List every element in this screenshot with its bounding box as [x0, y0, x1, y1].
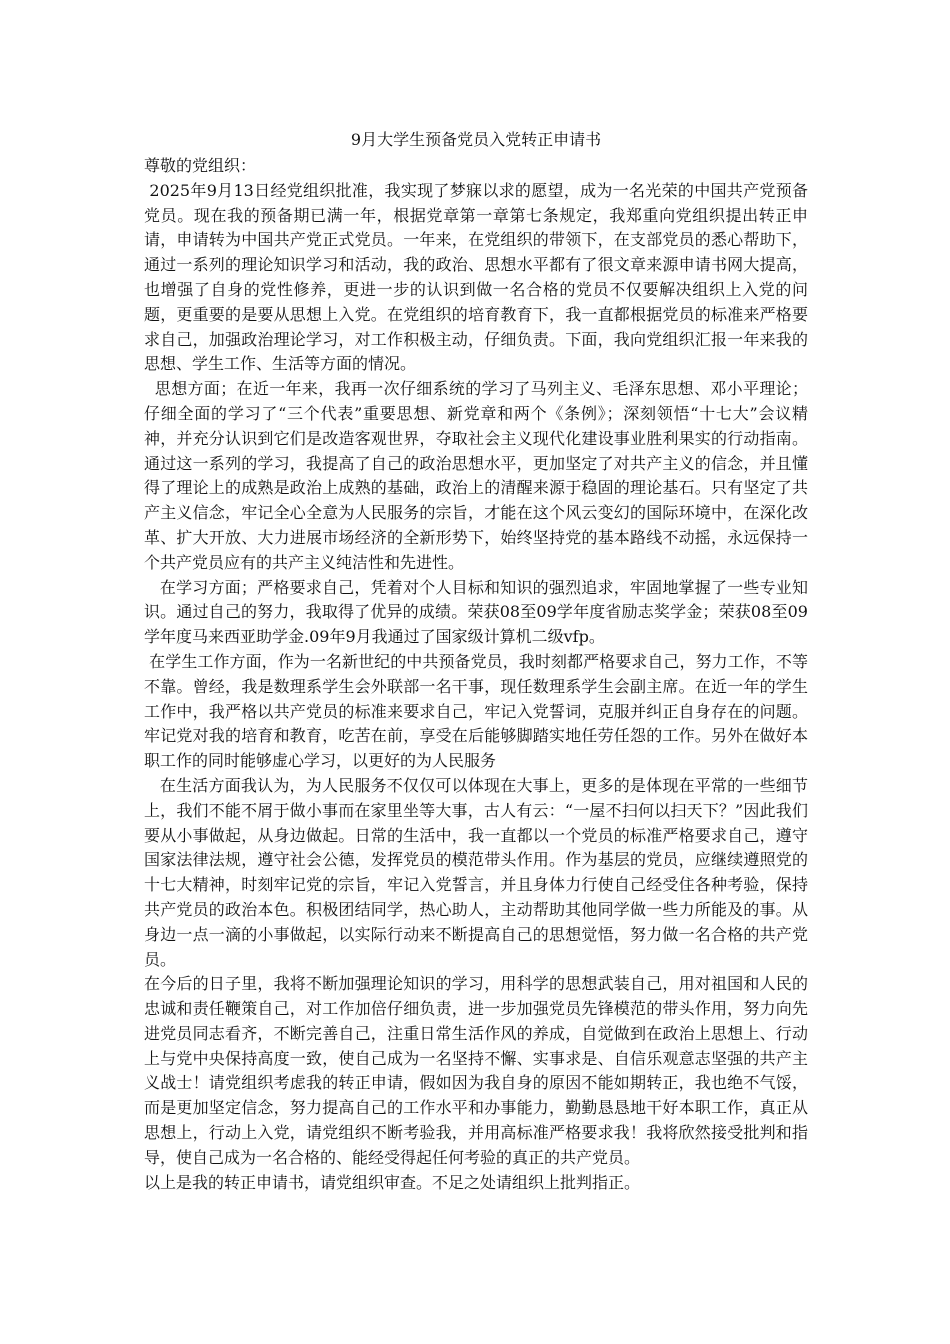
paragraph-student-work: 在学生工作方面，作为一名新世纪的中共预备党员，我时刻都严格要求自己，努力工作，不等不靠。曾经，我是数理系学生会外联部一名干事，现任数理系学生会副主席。在近一年的学生工作中，我严格以共产党员的标准来要求自己，牢记入党誓词，克服并纠正自身存在的问题。牢记党对我的培育和教育，吃苦在前，享受在后能够脚踏实地任劳任怨的工作。另外在做好本职工作的同时能够虚心学习，以更好的为人民服务 [144, 651, 808, 771]
paragraph-closing: 以上是我的转正申请书，请党组织审查。不足之处请组织上批判指正。 [144, 1172, 641, 1192]
paragraph-life: 在生活方面我认为，为人民服务不仅仅可以体现在大事上，更多的是体现在平常的一些细节上，我们不能不屑于做小事而在家里坐等大事，古人有云：“一屋不扫何以扫天下？”因此我们要从小事做起，从身边做起。日常的生活中，我一直都以一个党员的标准严格要求自己，遵守国家法律法规，遵守社会公德，发挥党员的模范带头作用。作为基层的党员，应继续遵照党的十七大精神，时刻牢记党的宗旨，牢记入党誓言，并且身体力行使自己经受住各种考验，保持共产党员的政治本色。积极团结同学，热心助人，主动帮助其他同学做一些力所能及的事。从身边一点一滴的小事做起，以实际行动来不断提高自己的思想觉悟，努力做一名合格的共产党员。 [144, 775, 808, 969]
paragraph-thought: 思想方面；在近一年来，我再一次仔细系统的学习了马列主义、毛泽东思想、邓小平理论；仔细全面的学习了“三个代表”重要思想、新党章和两个《条例》；深刻领悟“十七大”会议精神，并充分认识到它们是改造客观世界，夺取社会主义现代化建设事业胜利果实的行动指南。通过这一系列的学习，我提高了自己的政治思想水平，更加坚定了对共产主义的信念，并且懂得了理论上的成熟是政治上成熟的基础，政治上的清醒来源于稳固的理论基石。只有坚定了共产主义信念，牢记全心全意为人民服务的宗旨，才能在这个风云变幻的国际环境中，在深化改革、扩大开放、大力进展市场经济的全新形势下，始终坚持党的基本路线不动摇，永远保持一个共产党员应有的共产主义纯洁性和先进性。 [144, 379, 808, 572]
paragraph-future: 在今后的日子里，我将不断加强理论知识的学习，用科学的思想武装自己，用对祖国和人民的忠诚和责任鞭策自己，对工作加倍仔细负责，进一步加强党员先锋模范的带头作用，努力向先进党员同志看齐，不断完善自己，注重日常生活作风的养成，自觉做到在政治上思想上、行动上与党中央保持高度一致，使自己成为一名坚持不懈、实事求是、自信乐观意志坚强的共产主义战士！请党组织考虑我的转正申请，假如因为我自身的原因不能如期转正，我也绝不气馁，而是更加坚定信念，努力提高自己的工作水平和办事能力，勤勤恳恳地干好本职工作，真正从思想上，行动上入党，请党组织不断考验我，并用高标准严格要求我！我将欣然接受批判和指导，使自己成为一名合格的、能经受得起任何考验的真正的共产党员。 [144, 974, 808, 1167]
salutation: 尊敬的党组织： [144, 156, 257, 175]
document-title: 9月大学生预备党员入党转正申请书 [350, 130, 602, 149]
paragraph-intro: 2025年9月13日经党组织批准，我实现了梦寐以求的愿望，成为一名光荣的中国共产党预备党员。现在我的预备期已满一年，根据党章第一章第七条规定，我郑重向党组织提出转正申请，申请转为中国共产党正式党员。一年来，在党组织的带领下，在支部党员的悉心帮助下，通过一系列的理论知识学习和活动，我的政治、思想水平都有了很文章来源申请书网大提高，也增强了自身的党性修养，更进一步的认识到做一名合格的党员不仅要解决组织上入党的问题，更重要的是要从思想上入党。在党组织的培育教育下，我一直都根据党员的标准来严格要求自己，加强政治理论学习，对工作积极主动，仔细负责。下面，我向党组织汇报一年来我的思想、学生工作、生活等方面的情况。 [144, 180, 808, 374]
document-page [144, 128, 808, 1195]
paragraph-study: 在学习方面；严格要求自己，凭着对个人目标和知识的强烈追求，牢固地掌握了一些专业知识。通过自己的努力，我取得了优异的成绩。荣获08至09学年度省励志奖学金；荣获08至09学年度马来西亚助学金.09年9月我通过了国家级计算机二级vfp。 [144, 577, 808, 647]
